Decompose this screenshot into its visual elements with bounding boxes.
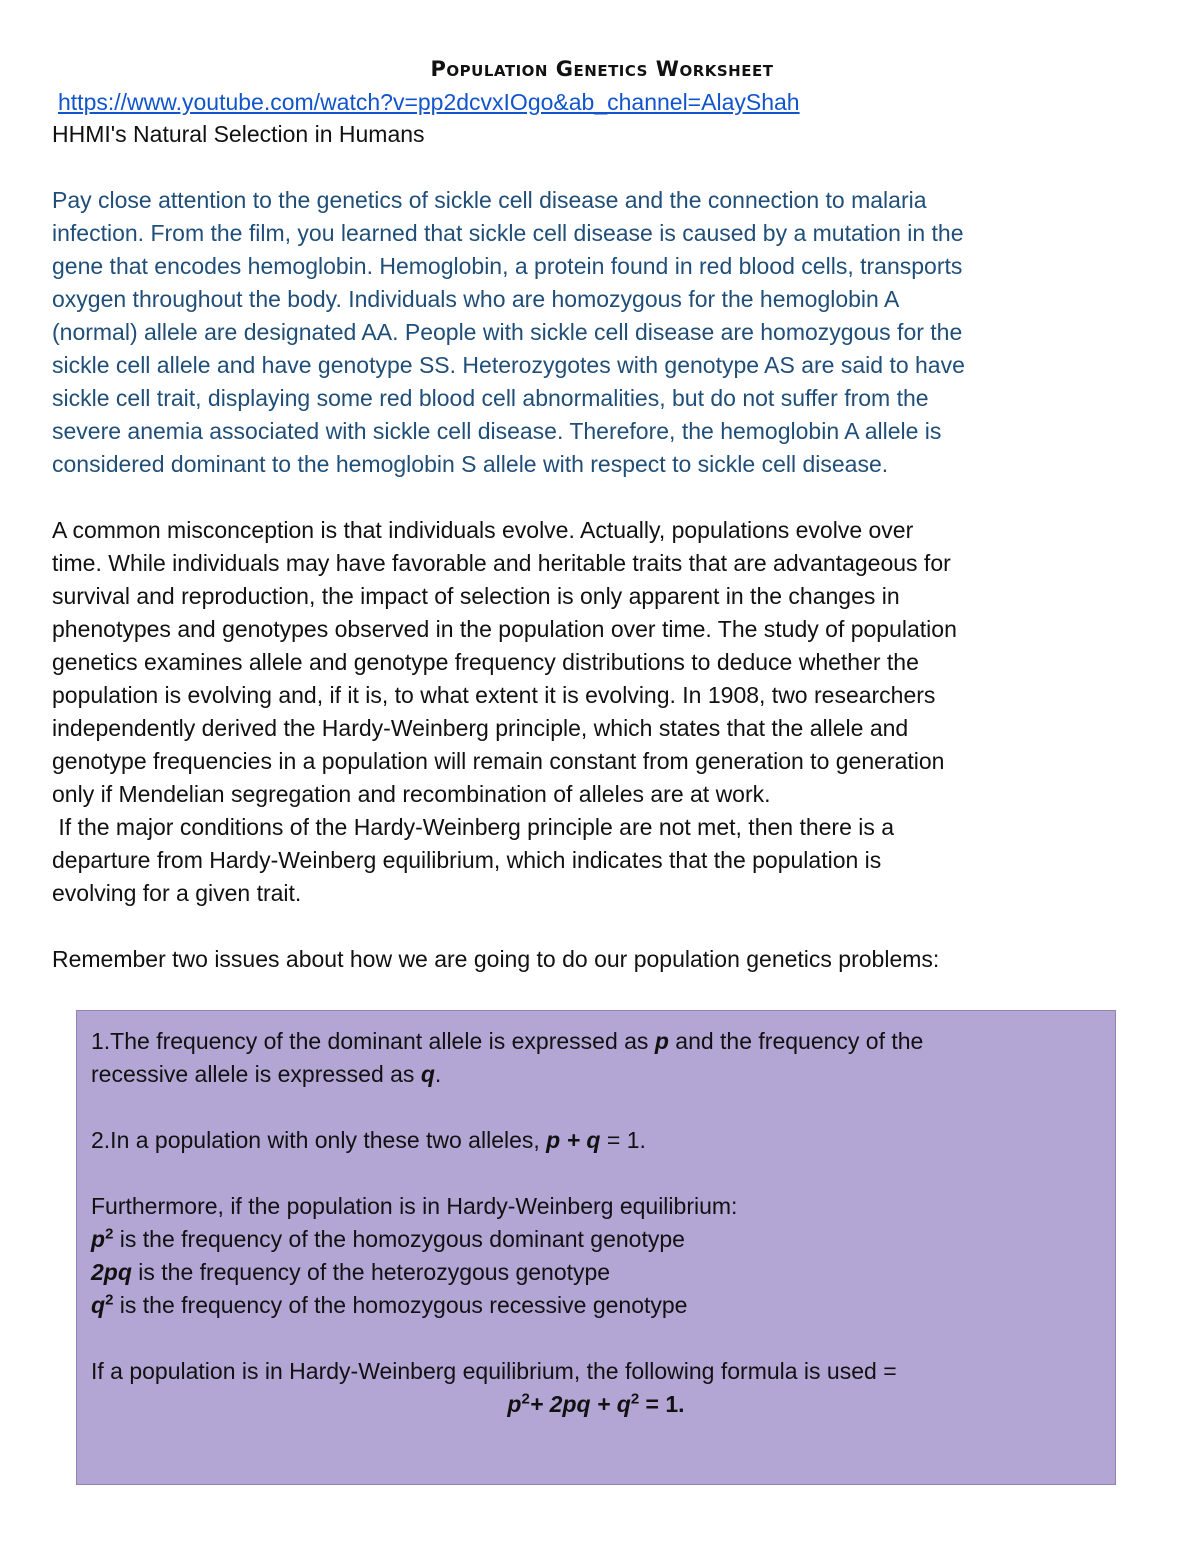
paragraph-line: independently derived the Hardy-Weinberg principle, which states that the allele and <box>52 715 909 741</box>
paragraph-line: If the major conditions of the Hardy-Weinberg principle are not met, then there is a <box>52 814 895 840</box>
superscript: 2 <box>630 1390 640 1408</box>
paragraph-line: genetics examines allele and genotype frequency distributions to deduce whether the <box>52 649 919 675</box>
item-1-text: 1.The frequency of the dominant allele is expressed as <box>91 1028 655 1054</box>
two-pq-line <box>91 1256 1115 1289</box>
worksheet-page <box>52 54 1152 976</box>
formula-intro: If a population is in Hardy-Weinberg equilibrium, the following formula is used = <box>91 1358 897 1384</box>
paragraph-line: genotype frequencies in a population will remain constant from generation to generation <box>52 748 945 774</box>
superscript: 2 <box>105 1291 114 1309</box>
paragraph-line: oxygen throughout the body. Individuals who are homozygous for the hemoglobin A <box>52 286 900 312</box>
paragraph-line: infection. From the film, you learned that sickle cell disease is caused by a mutation in the <box>52 220 964 246</box>
item-1-text: and the frequency of the <box>668 1028 924 1054</box>
remember-heading: Remember two issues about how we are going to do our population genetics problems: <box>52 946 940 972</box>
item-1 <box>91 1025 1115 1058</box>
item-1-text: recessive allele is expressed as <box>91 1061 421 1087</box>
superscript: 2 <box>105 1225 114 1243</box>
paragraph-line: considered dominant to the hemoglobin S allele with respect to sickle cell disease. <box>52 451 889 477</box>
youtube-link[interactable]: https://www.youtube.com/watch?v=pp2dcvxIOgo&ab_channel=AlayShah <box>58 89 800 115</box>
item-2 <box>91 1124 1115 1157</box>
p-symbol: p <box>654 1028 669 1054</box>
video-subtitle: HHMI's Natural Selection in Humans <box>52 121 425 147</box>
paragraph-line: survival and reproduction, the impact of selection is only apparent in the changes in <box>52 583 900 609</box>
paragraph-line: Pay close attention to the genetics of sickle cell disease and the connection to malaria <box>52 187 927 213</box>
q-squared-text: is the frequency of the homozygous recessive genotype <box>113 1292 688 1318</box>
two-pq-symbol: 2pq <box>91 1259 132 1285</box>
item-2-text: 2.In a population with only these two alleles, <box>91 1127 547 1153</box>
paragraph-line: only if Mendelian segregation and recombination of alleles are at work. <box>52 781 771 807</box>
formula-end: = 1. <box>639 1391 685 1417</box>
two-pq-text: is the frequency of the heterozygous genotype <box>131 1259 611 1285</box>
page-title: Population Genetics Worksheet <box>430 57 774 81</box>
p-plus-q: p + q <box>546 1127 601 1153</box>
evolution-paragraph <box>52 514 1152 910</box>
paragraph-line: sickle cell allele and have genotype SS. Heterozygotes with genotype AS are said to have <box>52 352 965 378</box>
paragraph-line: evolving for a given trait. <box>52 880 302 906</box>
q-symbol: q <box>420 1061 435 1087</box>
paragraph-line: (normal) allele are designated AA. People with sickle cell disease are homozygous for the <box>52 319 963 345</box>
paragraph-line: sickle cell trait, displaying some red blood cell abnormalities, but do not suffer from the <box>52 385 929 411</box>
item-1-text: . <box>434 1061 442 1087</box>
paragraph-line: time. While individuals may have favorable and heritable traits that are advantageous for <box>52 550 951 576</box>
paragraph-line: severe anemia associated with sickle cell disease. Therefore, the hemoglobin A allele is <box>52 418 942 444</box>
superscript: 2 <box>521 1390 530 1408</box>
furthermore-text: Furthermore, if the population is in Hardy-Weinberg equilibrium: <box>91 1193 738 1219</box>
formula-q: q <box>616 1391 631 1417</box>
key-concepts-box <box>76 1010 1116 1485</box>
sickle-cell-paragraph <box>52 184 1152 481</box>
paragraph-line: phenotypes and genotypes observed in the population over time. The study of population <box>52 616 957 642</box>
p-squared-line <box>91 1223 1115 1256</box>
paragraph-line: population is evolving and, if it is, to what extent it is evolving. In 1908, two researchers <box>52 682 936 708</box>
item-1-cont <box>91 1058 1115 1091</box>
hardy-weinberg-formula <box>91 1388 1115 1421</box>
q-squared-line <box>91 1289 1115 1322</box>
item-2-text: = 1. <box>600 1127 646 1153</box>
q-squared-symbol: q <box>91 1292 106 1318</box>
paragraph-line: A common misconception is that individuals evolve. Actually, populations evolve over <box>52 517 914 543</box>
p-squared-text: is the frequency of the homozygous dominant genotype <box>113 1226 685 1252</box>
formula-mid: + 2pq + <box>529 1391 617 1417</box>
paragraph-line: gene that encodes hemoglobin. Hemoglobin, a protein found in red blood cells, transports <box>52 253 963 279</box>
formula-p: p <box>507 1391 522 1417</box>
paragraph-line: departure from Hardy-Weinberg equilibrium, which indicates that the population is <box>52 847 882 873</box>
p-squared-symbol: p <box>91 1226 106 1252</box>
